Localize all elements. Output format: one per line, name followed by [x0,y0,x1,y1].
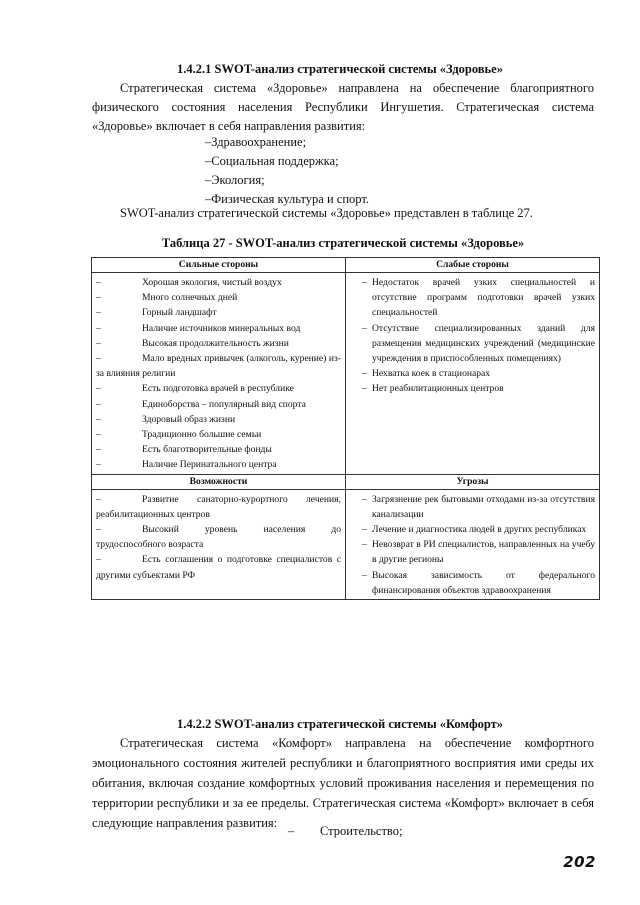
list-dash: – [362,524,367,536]
swot-table [91,257,600,600]
swot-item-text: Есть соглашения о подготовке специалистов с другими субъектами РФ [96,554,341,581]
list-dash: – [96,353,101,365]
swot-list-item [96,275,341,290]
list-dash: – [362,383,367,395]
swot-item-text: Высокий уровень населения до трудоспособного возраста [96,524,341,551]
direction-item: –Социальная поддержка; [205,154,339,168]
list-dash: – [96,383,101,395]
list-dash: – [96,459,101,471]
list-dash: – [96,307,101,319]
swot-list-item [350,492,595,522]
swot-list-item [350,381,595,396]
list-dash: – [96,524,101,536]
list-dash: – [96,322,101,334]
swot-list-item [96,442,341,457]
swot-item-text: Здоровый образ жизни [142,413,236,425]
list-dash: – [288,824,295,838]
swot-item-text: Горный ландшафт [142,307,217,319]
swot-item-text: Есть подготовка врачей в республике [142,383,294,395]
swot-list-item [96,336,341,351]
strengths-cell [92,273,346,475]
swot-list-item [350,275,595,321]
swot-item-text: Высокая зависимость от федерального финансирования объектов здравоохранения [372,569,595,596]
health-directions-list [205,133,505,209]
list-dash: – [362,493,367,505]
swot-list-item [96,397,341,412]
opportunities-header: Возможности [92,474,346,489]
opportunities-cell [92,489,346,599]
list-dash: – [96,554,101,566]
swot-list-item [96,552,341,582]
direction-item: –Здравоохранение; [205,135,307,149]
swot-list-item [96,321,341,336]
swot-item-text: Развитие санаторно-курортного лечения, реабилитационных центров [96,493,341,520]
swot-item-text: Есть благотворительные фонды [142,444,272,456]
swot-item-text: Мало вредных привычек (алкоголь, курение) из-за влияния религии [96,353,341,380]
list-dash: – [362,322,367,334]
list-dash: – [362,539,367,551]
swot-list-item [96,290,341,305]
list-dash: – [96,444,101,456]
swot-item-text: Высокая продолжительность жизни [142,337,289,349]
threats-header: Угрозы [346,474,600,489]
strengths-header: Сильные стороны [92,258,346,273]
swot-list-item [350,522,595,537]
swot-list-item [96,351,341,381]
list-dash: – [96,493,101,505]
weaknesses-cell [346,273,600,475]
swot-list-item [96,305,341,320]
intro-paragraph-comfort: Стратегическая система «Комфорт» направлена на обеспечение комфортного эмоционального состояния жителей республики и благоприятного восприятия ими среды их обитания, включая создание комфортных условий проживания населения и перемещения по территории республики и за ее пределы. Стратегическая система «Комфорт» включает в себя следующие направления развития: [92,736,594,830]
swot-item-text: Недостаток врачей узких специальностей и отсутствие программ подготовки врачей узких специальностей [372,277,595,319]
swot-item-text: Много солнечных дней [142,292,238,304]
swot-list-item [96,427,341,442]
list-dash: – [362,277,367,288]
intro-paragraph-health: Стратегическая система «Здоровье» направлена на обеспечение благоприятного физического состояния населения Республики Ингушетия. Стратегическая система «Здоровье» включает в себя направления развития: [92,81,594,133]
swot-item-text: Отсутствие специализированных зданий для размещения медицинских учреждений (медицинские учреждения в приспособленных помещениях) [372,322,595,365]
swot-item-text: Хорошая экология, чистый воздух [142,277,282,288]
swot-list-item [96,492,341,522]
list-dash: – [362,368,367,380]
swot-item-text: Единоборства – популярный вид спорта [142,398,306,410]
swot-item-text: Нет реабилитационных центров [372,383,504,395]
table-reference-paragraph: SWOT-анализ стратегической системы «Здоровье» представлен в таблице 27. [120,206,533,220]
swot-item-text: Нехватка коек в стационарах [372,368,491,380]
page-number: 202 [563,853,596,871]
section-heading-comfort: 1.4.2.2 SWOT-анализ стратегической системы «Комфорт» [176,717,504,731]
swot-item-text: Традиционно большие семьи [142,429,262,441]
swot-item-text: Наличие Перинатального центра [142,459,277,471]
threats-cell [346,489,600,599]
list-dash: – [96,277,101,288]
direction-item: –Физическая культура и спорт. [205,192,370,206]
swot-list-item [350,537,595,567]
swot-list-item [350,321,595,367]
swot-list-item [96,381,341,396]
swot-list-item [96,412,341,427]
direction-item: –Экология; [205,173,265,187]
table-caption: Таблица 27 - SWOT-анализ стратегической системы «Здоровье» [161,236,525,250]
swot-item-text: Невозврат в РИ специалистов, направленных на учебу в другие регионы [372,539,595,566]
list-dash: – [96,292,101,304]
list-dash: – [96,398,101,410]
list-dash: – [96,337,101,349]
direction-text: Строительство; [320,824,403,838]
swot-item-text: Загрязнение рек бытовыми отходами из-за отсутствия канализации [372,493,595,520]
swot-item-text: Наличие источников минеральных вод [142,322,301,334]
list-dash: – [362,569,367,581]
swot-list-item [350,568,595,598]
list-dash: – [96,429,101,441]
section-heading-health: 1.4.2.1 SWOT-анализ стратегической системы «Здоровье» [177,62,503,76]
weaknesses-header: Слабые стороны [346,258,600,273]
swot-list-item [350,366,595,381]
swot-list-item [96,457,341,472]
swot-list-item [96,522,341,552]
list-dash: – [96,413,101,425]
swot-item-text: Лечение и диагностика людей в других республиках [372,524,587,536]
